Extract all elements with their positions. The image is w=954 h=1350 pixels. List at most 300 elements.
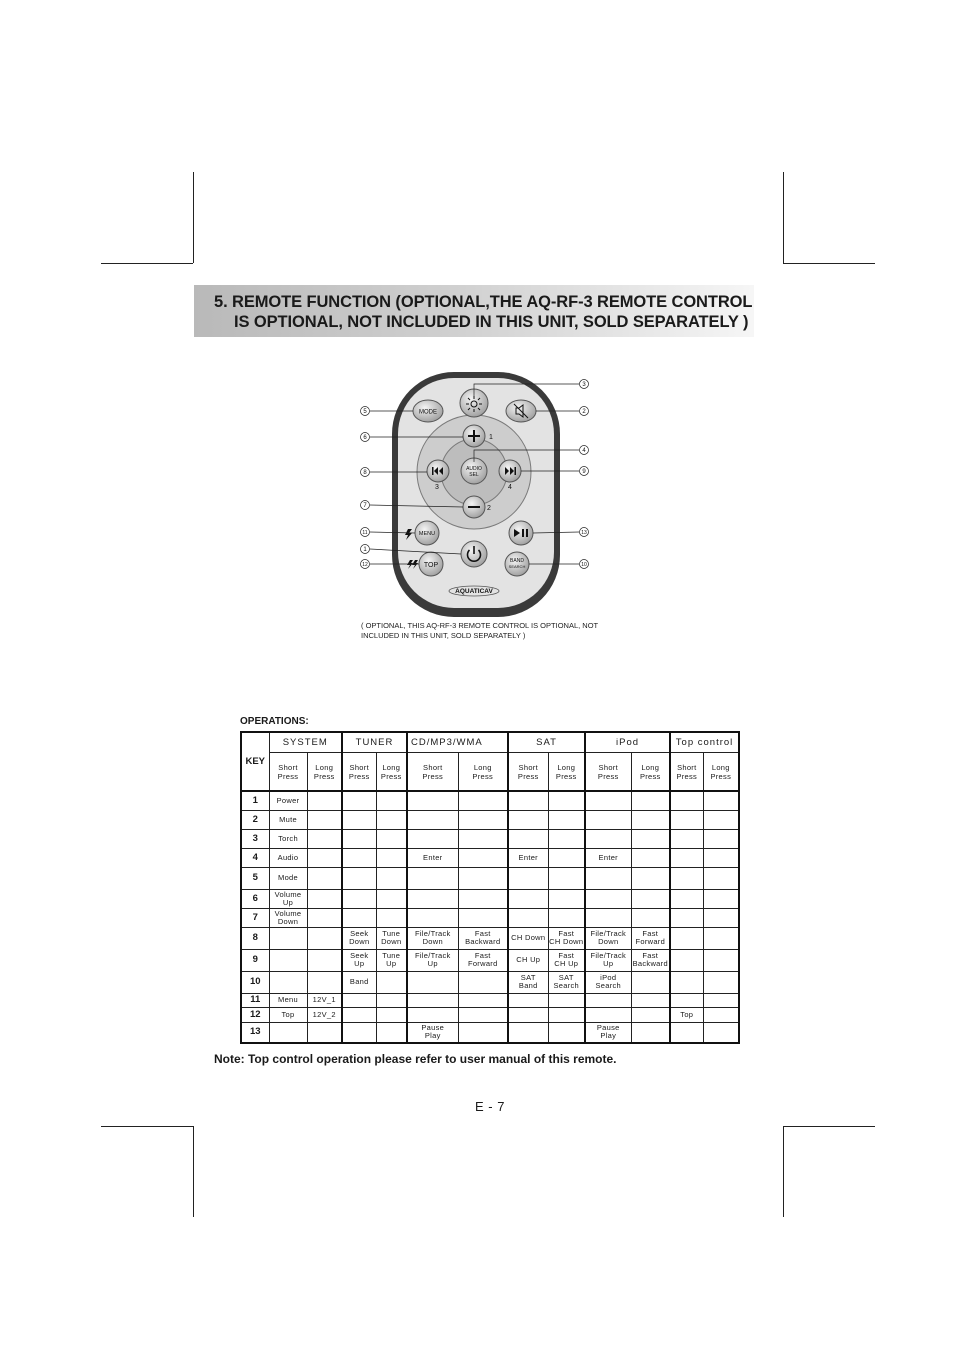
section-heading xyxy=(194,285,754,337)
table-cell xyxy=(269,1022,307,1043)
table-cell xyxy=(703,1022,739,1043)
crop-mark xyxy=(101,263,193,264)
long-press-header xyxy=(631,753,670,792)
table-cell xyxy=(631,927,670,949)
header-text-line: Long xyxy=(315,762,334,772)
cell-text-line: Pause xyxy=(596,1023,620,1033)
table-cell xyxy=(508,908,548,927)
cell-text-line: Up xyxy=(354,959,365,968)
table-cell xyxy=(407,867,458,889)
table-cell xyxy=(458,908,508,927)
svg-text:13: 13 xyxy=(581,530,587,536)
table-cell xyxy=(670,867,703,889)
page-number: E - 7 xyxy=(475,1099,505,1114)
operations-body xyxy=(241,791,739,1043)
figure-caption: ( OPTIONAL, THIS AQ-RF-3 REMOTE CONTROL IS OPTIONAL, NOT INCLUDED IN THIS UNIT, SOLD SEPARATELY ) xyxy=(361,621,598,640)
table-cell xyxy=(631,791,670,810)
table-cell xyxy=(376,889,407,908)
svg-text:1: 1 xyxy=(363,547,367,553)
cell-text-line: Forward xyxy=(467,959,498,968)
table-cell xyxy=(631,848,670,867)
table-cell xyxy=(585,791,631,810)
header-text-line: Long xyxy=(382,762,401,772)
table-cell xyxy=(585,829,631,848)
table-cell xyxy=(407,810,458,829)
table-cell xyxy=(703,791,739,810)
header-text-line: Press xyxy=(676,771,698,781)
table-cell xyxy=(703,889,739,908)
short-press-header xyxy=(508,753,548,792)
table-cell xyxy=(548,949,585,971)
table-cell xyxy=(407,949,458,971)
table-cell: 12V_1 xyxy=(307,993,342,1007)
cell-text-line: Fast xyxy=(558,929,575,938)
table-cell xyxy=(458,949,508,971)
table-cell xyxy=(670,829,703,848)
table-cell: 12V_2 xyxy=(307,1007,342,1022)
table-cell xyxy=(548,867,585,889)
cell-text-line: Search xyxy=(595,981,622,990)
header-text-line: Press xyxy=(597,771,619,781)
table-cell xyxy=(670,1022,703,1043)
table-cell xyxy=(342,848,376,867)
header-text-line: Press xyxy=(639,771,661,781)
cell-text-line: CH Up xyxy=(554,959,579,968)
svg-text:4: 4 xyxy=(582,448,586,454)
band-search-label-line2: SEARCH xyxy=(508,564,526,569)
cell-text-line: Seek xyxy=(350,951,369,960)
table-cell xyxy=(458,867,508,889)
next-button[interactable] xyxy=(499,460,521,482)
table-cell xyxy=(631,971,670,993)
table-cell xyxy=(307,867,342,889)
table-cell xyxy=(703,829,739,848)
cell-text-line: File/Track xyxy=(590,951,627,960)
header-text-line: Long xyxy=(557,762,576,772)
table-cell xyxy=(458,971,508,993)
table-row xyxy=(241,867,739,889)
table-cell xyxy=(376,908,407,927)
cell-text-line: Fast xyxy=(642,929,659,938)
table-cell xyxy=(342,829,376,848)
cell-text-line: Search xyxy=(553,981,580,990)
cell-text-line: Down xyxy=(422,937,443,946)
table-cell xyxy=(703,927,739,949)
table-row xyxy=(241,971,739,993)
table-cell xyxy=(342,949,376,971)
cell-text-line: Up xyxy=(282,897,294,907)
header-text-line: Press xyxy=(710,771,732,781)
table-cell: Mute xyxy=(269,810,307,829)
header-text-line: Short xyxy=(677,762,697,772)
previous-button[interactable] xyxy=(427,460,449,482)
svg-text:6: 6 xyxy=(363,435,367,441)
table-cell xyxy=(407,971,458,993)
table-cell xyxy=(342,993,376,1007)
table-cell: Band xyxy=(342,971,376,993)
menu-button-label: MENU xyxy=(418,531,436,537)
table-cell: Enter xyxy=(508,848,548,867)
group-header: TUNER xyxy=(342,732,407,753)
svg-text:8: 8 xyxy=(363,470,367,476)
short-press-header xyxy=(670,753,703,792)
table-cell: Enter xyxy=(407,848,458,867)
cell-text-line: Play xyxy=(600,1031,617,1041)
table-cell xyxy=(585,949,631,971)
top-button-label: TOP xyxy=(423,562,439,569)
cell-text-line: Tune xyxy=(382,929,401,938)
pad-number-right: 4 xyxy=(508,484,512,491)
table-cell: CH Up xyxy=(508,949,548,971)
table-cell xyxy=(407,889,458,908)
table-cell: Top xyxy=(670,1007,703,1022)
table-cell xyxy=(585,927,631,949)
pad-number-up: 1 xyxy=(489,434,493,441)
svg-text:3: 3 xyxy=(582,382,586,388)
menu-button[interactable] xyxy=(415,521,439,545)
table-cell xyxy=(670,908,703,927)
table-cell xyxy=(307,949,342,971)
group-header: Top control xyxy=(670,732,739,753)
group-header: iPod xyxy=(585,732,670,753)
table-cell xyxy=(703,993,739,1007)
table-cell xyxy=(508,889,548,908)
callout-left xyxy=(361,407,370,569)
cell-text-line: Fast xyxy=(558,951,575,960)
long-press-header xyxy=(376,753,407,792)
table-cell xyxy=(342,810,376,829)
header-text-line: Long xyxy=(711,762,730,772)
table-cell xyxy=(458,1007,508,1022)
table-cell: Audio xyxy=(269,848,307,867)
table-cell xyxy=(631,867,670,889)
table-cell xyxy=(548,810,585,829)
pad-number-left: 3 xyxy=(435,484,439,491)
volume-down-button[interactable] xyxy=(463,496,485,518)
cell-text-line: Volume xyxy=(274,889,302,899)
crop-mark xyxy=(193,1126,194,1217)
table-cell xyxy=(376,1007,407,1022)
table-row xyxy=(241,1007,739,1022)
table-cell xyxy=(407,829,458,848)
table-cell: Menu xyxy=(269,993,307,1007)
header-text-line: Press xyxy=(348,771,370,781)
table-cell xyxy=(376,993,407,1007)
table-cell xyxy=(307,908,342,927)
table-cell xyxy=(585,908,631,927)
cell-text-line: File/Track xyxy=(590,929,627,938)
table-cell xyxy=(376,927,407,949)
header-text-line: Press xyxy=(422,771,444,781)
table-cell xyxy=(703,971,739,993)
table-row xyxy=(241,810,739,829)
table-cell xyxy=(407,927,458,949)
key-number: 12 xyxy=(241,1007,269,1022)
table-cell xyxy=(631,889,670,908)
cell-text-line: Down xyxy=(277,916,299,926)
table-cell xyxy=(458,848,508,867)
table-row xyxy=(241,848,739,867)
table-cell xyxy=(548,848,585,867)
table-cell xyxy=(376,791,407,810)
cell-text-line: Pause xyxy=(421,1023,445,1033)
table-cell xyxy=(548,971,585,993)
table-cell xyxy=(548,1022,585,1043)
table-cell xyxy=(631,908,670,927)
table-cell xyxy=(307,889,342,908)
crop-mark xyxy=(783,263,875,264)
table-cell xyxy=(458,993,508,1007)
table-row xyxy=(241,908,739,927)
mute-button[interactable] xyxy=(506,400,536,422)
table-cell xyxy=(269,927,307,949)
table-cell xyxy=(307,810,342,829)
cell-text-line: Play xyxy=(424,1031,441,1041)
power-button[interactable] xyxy=(461,541,487,567)
header-text-line: Short xyxy=(423,762,443,772)
key-number: 9 xyxy=(241,949,269,971)
table-cell xyxy=(269,971,307,993)
table-cell xyxy=(376,829,407,848)
table-cell xyxy=(508,867,548,889)
header-text-line: Press xyxy=(277,771,299,781)
table-cell xyxy=(548,927,585,949)
table-cell xyxy=(342,927,376,949)
cell-text-line: Down xyxy=(381,937,402,946)
group-header: CD/MP3/WMA xyxy=(407,732,508,753)
table-cell xyxy=(585,1007,631,1022)
svg-text:7: 7 xyxy=(363,503,367,509)
table-cell xyxy=(508,791,548,810)
header-text-line: Short xyxy=(349,762,369,772)
svg-text:11: 11 xyxy=(362,530,368,536)
mode-button[interactable] xyxy=(413,400,443,422)
cell-text-line: Fast xyxy=(642,951,659,960)
table-cell xyxy=(307,829,342,848)
table-cell xyxy=(670,971,703,993)
key-number: 7 xyxy=(241,908,269,927)
table-cell xyxy=(407,1022,458,1043)
table-row xyxy=(241,829,739,848)
table-cell: Top xyxy=(269,1007,307,1022)
crop-mark xyxy=(101,1126,193,1127)
header-text-line: Short xyxy=(518,762,538,772)
svg-text:AQUATICAV: AQUATICAV xyxy=(455,588,493,595)
cell-text-line: Backward xyxy=(465,937,501,946)
key-number: 10 xyxy=(241,971,269,993)
long-press-header xyxy=(548,753,585,792)
table-cell xyxy=(407,1007,458,1022)
volume-up-button[interactable] xyxy=(463,425,485,447)
table-cell xyxy=(342,1022,376,1043)
key-number: 1 xyxy=(241,791,269,810)
key-number: 3 xyxy=(241,829,269,848)
header-text-line: Press xyxy=(555,771,577,781)
table-row xyxy=(241,993,739,1007)
header-text-line: Long xyxy=(641,762,660,772)
remote-control-figure xyxy=(350,370,600,625)
header-text-line: Press xyxy=(472,771,494,781)
table-row xyxy=(241,949,739,971)
table-cell xyxy=(458,889,508,908)
audio-sel-label-line2: SEL xyxy=(469,472,479,478)
long-press-header xyxy=(307,753,342,792)
table-cell xyxy=(703,1007,739,1022)
table-cell xyxy=(703,848,739,867)
table-cell xyxy=(631,829,670,848)
table-cell: Mode xyxy=(269,867,307,889)
play-pause-button[interactable] xyxy=(509,521,533,545)
table-cell xyxy=(342,889,376,908)
header-text-line: Press xyxy=(517,771,539,781)
table-cell xyxy=(703,810,739,829)
table-cell xyxy=(458,791,508,810)
table-cell xyxy=(407,908,458,927)
table-cell xyxy=(548,993,585,1007)
crop-mark xyxy=(193,172,194,263)
table-cell xyxy=(585,971,631,993)
short-press-header xyxy=(407,753,458,792)
note-text: Note: Top control operation please refer to user manual of this remote. xyxy=(214,1052,617,1066)
cell-text-line: File/Track xyxy=(414,929,451,938)
cell-text-line: iPod xyxy=(600,973,617,982)
short-press-header xyxy=(269,753,307,792)
key-number: 8 xyxy=(241,927,269,949)
table-cell xyxy=(376,848,407,867)
cell-text-line: Up xyxy=(427,959,438,968)
callout-right xyxy=(580,380,589,569)
pad-number-down: 2 xyxy=(487,505,491,512)
table-row xyxy=(241,889,739,908)
table-cell xyxy=(631,810,670,829)
table-cell xyxy=(342,1007,376,1022)
subheader-row xyxy=(241,753,739,792)
table-cell: Torch xyxy=(269,829,307,848)
table-cell xyxy=(458,1022,508,1043)
key-number: 5 xyxy=(241,867,269,889)
table-cell xyxy=(458,829,508,848)
table-cell: Enter xyxy=(585,848,631,867)
section-title-line2: IS OPTIONAL, NOT INCLUDED IN THIS UNIT, SOLD SEPARATELY ) xyxy=(234,313,749,331)
table-cell xyxy=(670,949,703,971)
table-cell xyxy=(548,791,585,810)
table-cell xyxy=(508,829,548,848)
table-cell xyxy=(269,949,307,971)
table-cell xyxy=(631,1022,670,1043)
table-cell xyxy=(703,949,739,971)
table-cell xyxy=(508,1007,548,1022)
table-cell xyxy=(269,908,307,927)
cell-text-line: Tune xyxy=(382,951,401,960)
long-press-header xyxy=(458,753,508,792)
table-cell xyxy=(670,848,703,867)
brand-logo xyxy=(449,586,499,596)
top-button[interactable] xyxy=(419,552,443,576)
cell-text-line: Down xyxy=(349,937,370,946)
table-cell xyxy=(407,993,458,1007)
svg-text:9: 9 xyxy=(582,469,586,475)
table-cell xyxy=(376,810,407,829)
table-row xyxy=(241,1022,739,1043)
table-cell xyxy=(508,993,548,1007)
cell-text-line: SAT xyxy=(558,973,574,982)
mode-button-label: MODE xyxy=(419,409,437,416)
table-cell xyxy=(342,791,376,810)
table-cell xyxy=(342,867,376,889)
table-cell xyxy=(670,791,703,810)
table-cell xyxy=(307,848,342,867)
cell-text-line: Forward xyxy=(635,937,666,946)
table-cell xyxy=(307,791,342,810)
table-cell xyxy=(269,889,307,908)
svg-text:5: 5 xyxy=(363,409,367,415)
table-cell xyxy=(342,908,376,927)
table-cell xyxy=(585,867,631,889)
audio-sel-label-line1: AUDIO xyxy=(466,466,482,472)
cell-text-line: Down xyxy=(598,937,619,946)
table-cell xyxy=(508,971,548,993)
svg-text:2: 2 xyxy=(582,409,586,415)
cell-text-line: Backward xyxy=(632,959,668,968)
long-press-header xyxy=(703,753,739,792)
cell-text-line: Up xyxy=(386,959,397,968)
header-text-line: Press xyxy=(313,771,335,781)
section-title-line1: 5. REMOTE FUNCTION (OPTIONAL,THE AQ-RF-3 REMOTE CONTROL xyxy=(214,293,753,311)
band-search-label-line1: BAND xyxy=(510,558,524,564)
crop-mark xyxy=(783,172,784,263)
header-text-line: Short xyxy=(598,762,618,772)
header-text-line: Press xyxy=(380,771,402,781)
table-cell xyxy=(458,810,508,829)
table-cell: Power xyxy=(269,791,307,810)
table-cell xyxy=(703,908,739,927)
band-search-button[interactable] xyxy=(505,552,529,576)
cell-text-line: Volume xyxy=(274,908,302,918)
key-number: 11 xyxy=(241,993,269,1007)
table-cell xyxy=(307,927,342,949)
table-cell xyxy=(508,1022,548,1043)
table-cell xyxy=(548,1007,585,1022)
key-number: 13 xyxy=(241,1022,269,1043)
table-cell xyxy=(458,927,508,949)
table-cell xyxy=(548,889,585,908)
table-cell xyxy=(585,889,631,908)
table-cell xyxy=(631,949,670,971)
table-cell xyxy=(307,971,342,993)
cell-text-line: Up xyxy=(603,959,614,968)
table-cell xyxy=(376,949,407,971)
svg-text:12: 12 xyxy=(362,562,368,568)
key-number: 4 xyxy=(241,848,269,867)
cell-text-line: Fast xyxy=(474,929,491,938)
table-cell xyxy=(670,927,703,949)
table-cell xyxy=(548,829,585,848)
table-cell xyxy=(631,993,670,1007)
table-row xyxy=(241,791,739,810)
table-cell xyxy=(585,993,631,1007)
table-cell xyxy=(585,810,631,829)
table-row xyxy=(241,927,739,949)
short-press-header xyxy=(342,753,376,792)
table-cell xyxy=(548,908,585,927)
crop-mark xyxy=(783,1126,784,1217)
table-cell xyxy=(376,867,407,889)
cell-text-line: SAT xyxy=(520,973,536,982)
table-cell xyxy=(703,867,739,889)
operations-table xyxy=(240,731,740,1044)
cell-text-line: Band xyxy=(518,981,538,990)
table-cell xyxy=(670,993,703,1007)
